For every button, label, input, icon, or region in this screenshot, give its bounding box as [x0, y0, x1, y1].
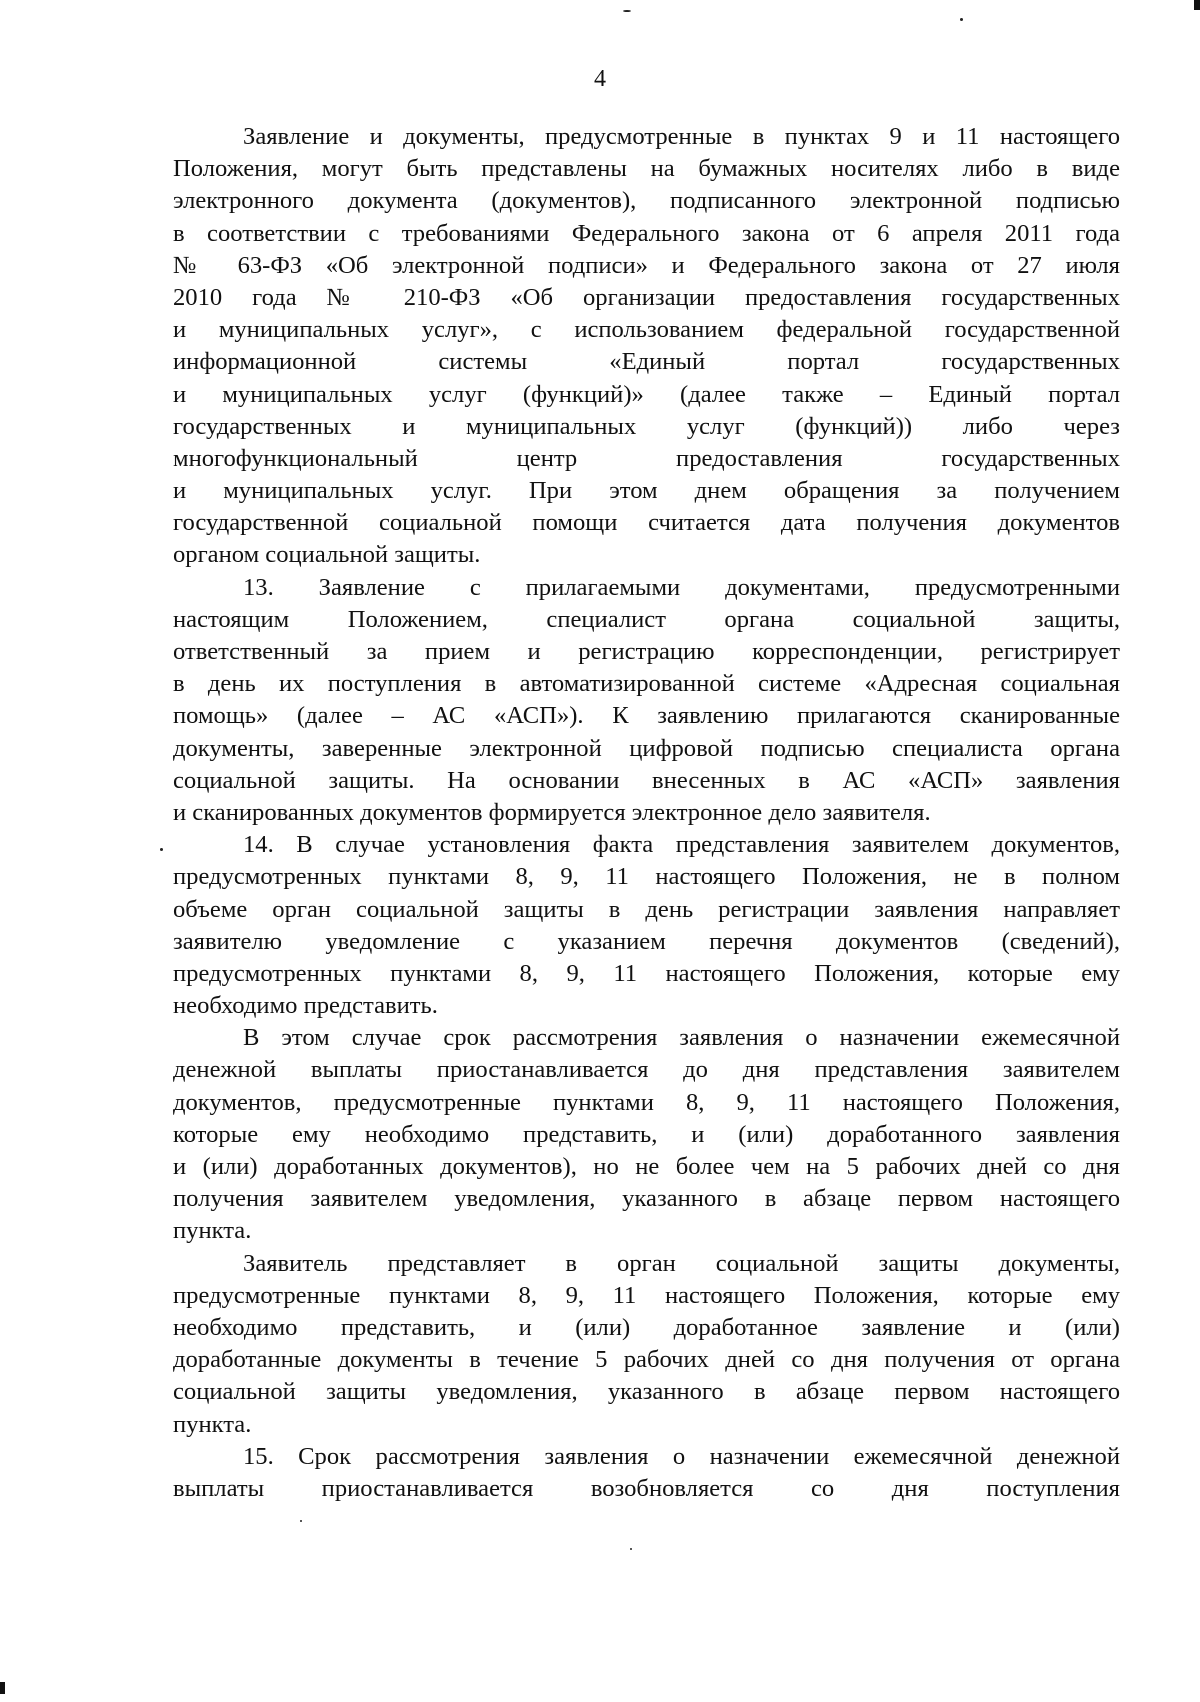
- text-line: в соответствии с требованиями Федерального закона от 6 апреля 2011 года: [173, 219, 1120, 247]
- text-line: и (или) доработанных документов), но не более чем на 5 рабочих дней со дня: [173, 1153, 1120, 1180]
- text-line: 13. Заявление с прилагаемыми документами, предусмотренными: [243, 573, 1120, 601]
- text-line: 14. В случае установления факта представления заявителем документов,: [243, 831, 1120, 859]
- text-line: необходимо представить.: [173, 992, 438, 1020]
- paragraph: [173, 121, 1120, 572]
- text-line: информационной системы «Единый портал государственных: [173, 348, 1120, 376]
- text-line: Заявитель представляет в орган социальной защиты документы,: [243, 1249, 1120, 1277]
- document-body: [173, 121, 1120, 1505]
- text-line: документы, заверенные электронной цифровой подписью специалиста органа: [173, 734, 1120, 762]
- scan-speck: [160, 848, 163, 851]
- text-line: предусмотренных пунктами 8, 9, 11 настоящего Положения, не в полном: [173, 863, 1120, 891]
- paragraph: [173, 1441, 1120, 1505]
- paragraph: [173, 1022, 1120, 1247]
- text-line: и муниципальных услуг. При этом днем обращения за получением: [173, 477, 1120, 505]
- paragraph: [173, 829, 1120, 1022]
- text-line: многофункциональный центр предоставления государственных: [173, 444, 1120, 472]
- paragraph: [173, 572, 1120, 830]
- text-line: ответственный за прием и регистрацию корреспонденции, регистрирует: [173, 638, 1120, 665]
- text-line: Заявление и документы, предусмотренные в пунктах 9 и 11 настоящего: [243, 123, 1120, 150]
- text-line: заявителю уведомление с указанием перечня документов (сведений),: [173, 927, 1120, 955]
- text-line: органом социальной защиты.: [173, 541, 481, 569]
- text-line: предусмотренные пунктами 8, 9, 11 настоящего Положения, которые ему: [173, 1281, 1120, 1309]
- paragraph: [173, 1248, 1120, 1441]
- text-line: В этом случае срок рассмотрения заявления о назначении ежемесячной: [243, 1024, 1120, 1052]
- page-number: 4: [594, 66, 606, 92]
- text-line: государственной социальной помощи считается дата получения документов: [173, 509, 1120, 537]
- text-line: и муниципальных услуг (функций)» (далее также – Единый портал: [173, 380, 1120, 408]
- text-line: помощь» (далее – АС «АСП»). К заявлению прилагаются сканированные: [173, 702, 1120, 730]
- text-line: № 63-ФЗ «Об электронной подписи» и Федерального закона от 27 июля: [173, 251, 1120, 279]
- text-line: необходимо представить, и (или) доработанное заявление и (или): [173, 1313, 1120, 1341]
- scan-speck: [623, 10, 631, 12]
- text-line: в день их поступления в автоматизированной системе «Адресная социальная: [173, 670, 1120, 698]
- text-line: 15. Срок рассмотрения заявления о назначении ежемесячной денежной: [243, 1442, 1120, 1470]
- text-line: настоящим Положением, специалист органа социальной защиты,: [173, 605, 1120, 633]
- text-line: доработанные документы в течение 5 рабочих дней со дня получения от органа: [173, 1346, 1120, 1374]
- text-line: электронного документа (документов), подписанного электронной подписью: [173, 187, 1120, 215]
- text-line: и сканированных документов формируется электронное дело заявителя.: [173, 798, 931, 826]
- text-line: объеме орган социальной защиты в день регистрации заявления направляет: [173, 895, 1120, 923]
- text-line: 2010 года № 210-ФЗ «Об организации предоставления государственных: [173, 283, 1120, 311]
- text-line: Положения, могут быть представлены на бумажных носителях либо в виде: [173, 155, 1120, 183]
- text-line: денежной выплаты приостанавливается до дня представления заявителем: [173, 1056, 1120, 1084]
- text-line: пункта.: [173, 1410, 252, 1438]
- text-line: пункта.: [173, 1217, 252, 1245]
- scan-speck: [630, 1548, 632, 1550]
- text-line: получения заявителем уведомления, указанного в абзаце первом настоящего: [173, 1185, 1120, 1213]
- text-line: государственных и муниципальных услуг (функций)) либо через: [173, 412, 1120, 440]
- text-line: и муниципальных услуг», с использованием федеральной государственной: [173, 316, 1120, 344]
- scan-edge-mark: [1194, 0, 1200, 10]
- text-line: документов, предусмотренные пунктами 8, 9, 11 настоящего Положения,: [173, 1088, 1120, 1116]
- text-line: предусмотренных пунктами 8, 9, 11 настоящего Положения, которые ему: [173, 959, 1120, 987]
- text-line: социальной защиты. На основании внесенных в АС «АСП» заявления: [173, 766, 1120, 794]
- scan-speck: [960, 18, 963, 21]
- text-line: выплаты приостанавливается возобновляется со дня поступления: [173, 1474, 1120, 1502]
- scan-edge-mark: [0, 1682, 5, 1694]
- text-line: которые ему необходимо представить, и (или) доработанного заявления: [173, 1120, 1120, 1148]
- text-line: социальной защиты уведомления, указанного в абзаце первом настоящего: [173, 1378, 1120, 1406]
- scan-speck: [300, 1520, 302, 1522]
